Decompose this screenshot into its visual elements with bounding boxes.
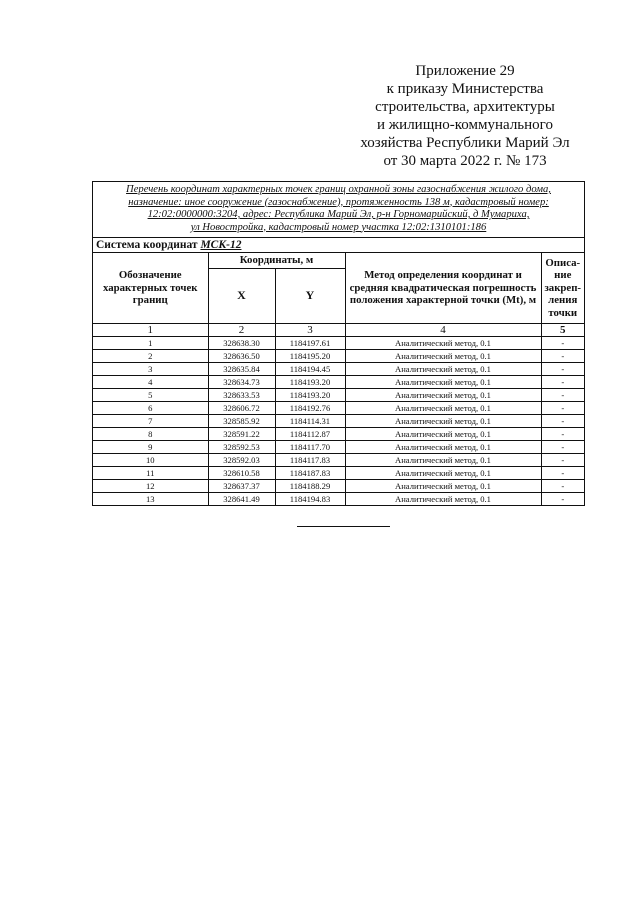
point-description: - [541, 427, 584, 440]
point-x: 328634.73 [208, 375, 275, 388]
point-y: 1184187.83 [275, 466, 345, 479]
point-method: Аналитический метод, 0.1 [345, 492, 541, 505]
point-number: 9 [93, 440, 208, 453]
point-y: 1184197.61 [275, 336, 345, 349]
column-number: 1 [93, 323, 208, 336]
point-x: 328610.58 [208, 466, 275, 479]
point-description: - [541, 375, 584, 388]
point-method: Аналитический метод, 0.1 [345, 440, 541, 453]
point-method: Аналитический метод, 0.1 [345, 349, 541, 362]
point-description: - [541, 362, 584, 375]
point-y: 1184195.20 [275, 349, 345, 362]
point-x: 328638.30 [208, 336, 275, 349]
point-method: Аналитический метод, 0.1 [345, 453, 541, 466]
column-number: 3 [275, 323, 345, 336]
point-x: 328592.53 [208, 440, 275, 453]
point-description: - [541, 453, 584, 466]
point-y: 1184193.20 [275, 375, 345, 388]
point-x: 328635.84 [208, 362, 275, 375]
point-method: Аналитический метод, 0.1 [345, 414, 541, 427]
point-number: 3 [93, 362, 208, 375]
column-number: 2 [208, 323, 275, 336]
table-row [93, 401, 584, 414]
coordinates-document [92, 181, 585, 506]
coordinates-table [93, 253, 584, 505]
coordinate-system-label: Система координат [96, 239, 198, 251]
point-y: 1184194.83 [275, 492, 345, 505]
point-description: - [541, 492, 584, 505]
point-number: 4 [93, 375, 208, 388]
point-y: 1184188.29 [275, 479, 345, 492]
header-line: Приложение 29 [415, 63, 515, 79]
end-rule [297, 526, 390, 527]
column-number: 5 [541, 323, 584, 336]
description-line: ления [548, 294, 578, 306]
point-y: 1184117.83 [275, 453, 345, 466]
table-row [93, 492, 584, 505]
header-line: строительства, архитектуры [375, 99, 555, 115]
point-description: - [541, 440, 584, 453]
appendix-header [340, 62, 590, 170]
point-method: Аналитический метод, 0.1 [345, 401, 541, 414]
header-line: к приказу Министерства [386, 81, 544, 97]
col-header-x: X [208, 268, 275, 323]
point-y: 1184194.45 [275, 362, 345, 375]
point-x: 328641.49 [208, 492, 275, 505]
description-line: точки [548, 306, 578, 319]
col-header-y: Y [275, 268, 345, 323]
point-x: 328606.72 [208, 401, 275, 414]
title-line: назначение: иное сооружение (газоснабжение), протяженность 138 м, кадастровый номер: [128, 196, 549, 208]
point-method: Аналитический метод, 0.1 [345, 466, 541, 479]
point-x: 328585.92 [208, 414, 275, 427]
table-row [93, 414, 584, 427]
point-x: 328636.50 [208, 349, 275, 362]
table-row [93, 427, 584, 440]
col-header-method: Метод определения координат и средняя квадратическая погрешность положения характерной точки (Mt), м [345, 253, 541, 323]
title-line: 12:02:0000000:3204, адрес: Республика Марий Эл, р-н Горномарийский, д Мумариха, [147, 209, 530, 220]
header-line: и жилищно-коммунального [377, 117, 553, 133]
document-title [93, 182, 584, 238]
point-number: 2 [93, 349, 208, 362]
point-number: 8 [93, 427, 208, 440]
point-x: 328592.03 [208, 453, 275, 466]
point-y: 1184117.70 [275, 440, 345, 453]
table-row [93, 388, 584, 401]
point-number: 10 [93, 453, 208, 466]
point-description: - [541, 349, 584, 362]
header-line: от 30 марта 2022 г. № 173 [383, 153, 547, 169]
table-row [93, 349, 584, 362]
point-method: Аналитический метод, 0.1 [345, 388, 541, 401]
point-number: 11 [93, 466, 208, 479]
point-y: 1184192.76 [275, 401, 345, 414]
point-x: 328637.37 [208, 479, 275, 492]
table-row [93, 453, 584, 466]
table-row [93, 440, 584, 453]
point-method: Аналитический метод, 0.1 [345, 427, 541, 440]
point-method: Аналитический метод, 0.1 [345, 336, 541, 349]
table-row [93, 362, 584, 375]
col-header-designation: Обозначение характерных точек границ [93, 253, 208, 323]
point-x: 328591.22 [208, 427, 275, 440]
point-y: 1184193.20 [275, 388, 345, 401]
table-row [93, 336, 584, 349]
point-number: 7 [93, 414, 208, 427]
col-header-description [541, 253, 584, 323]
coordinate-system-code: МСК-12 [200, 239, 242, 251]
point-method: Аналитический метод, 0.1 [345, 362, 541, 375]
point-method: Аналитический метод, 0.1 [345, 479, 541, 492]
table-row [93, 466, 584, 479]
table-row [93, 375, 584, 388]
column-number: 4 [345, 323, 541, 336]
description-line: ние [554, 269, 572, 281]
point-description: - [541, 479, 584, 492]
coordinate-system [93, 238, 584, 253]
point-description: - [541, 336, 584, 349]
title-line: Перечень координат характерных точек границ охранной зоны газоснабжения жилого дома, [126, 184, 551, 195]
point-number: 1 [93, 336, 208, 349]
point-description: - [541, 388, 584, 401]
point-method: Аналитический метод, 0.1 [345, 375, 541, 388]
column-numbers-row [93, 323, 584, 336]
point-y: 1184112.87 [275, 427, 345, 440]
point-description: - [541, 466, 584, 479]
point-description: - [541, 401, 584, 414]
point-number: 12 [93, 479, 208, 492]
title-line: ул Новостройка, кадастровый номер участка 12:02:1310101:186 [190, 221, 487, 233]
point-x: 328633.53 [208, 388, 275, 401]
description-line: Описа- [545, 256, 581, 269]
col-header-coordinates: Координаты, м [208, 253, 345, 268]
point-description: - [541, 414, 584, 427]
point-y: 1184114.31 [275, 414, 345, 427]
point-number: 5 [93, 388, 208, 401]
header-line: хозяйства Республики Марий Эл [360, 135, 570, 151]
point-number: 13 [93, 492, 208, 505]
point-number: 6 [93, 401, 208, 414]
description-line: закреп- [544, 281, 582, 294]
table-row [93, 479, 584, 492]
